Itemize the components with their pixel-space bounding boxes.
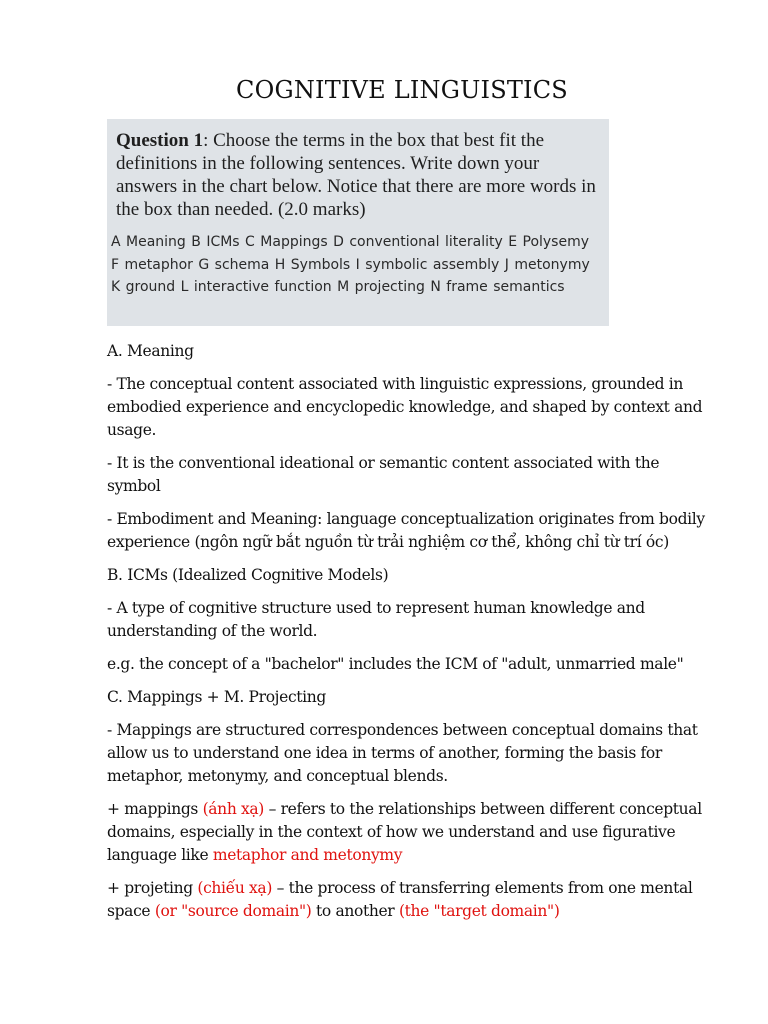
- metaphor-metonymy-highlight: metaphor and metonymy: [212, 846, 403, 864]
- section-a-paragraph-2: - It is the conventional ideational or semantic content associated with the symbol: [107, 454, 660, 495]
- page-title: COGNITIVE LINGUISTICS: [236, 76, 568, 104]
- section-c-paragraph-3: [107, 877, 707, 923]
- question-label: Question 1: [116, 130, 204, 151]
- answer-content: [107, 340, 707, 933]
- projecting-translation: (chiếu xạ): [197, 879, 273, 897]
- target-domain-highlight: (the "target domain"): [398, 902, 560, 920]
- term-box: A Meaning B ICMs C Mappings D conventional literality E Polysemy F metaphor G schema H Symbols I symbolic assembly J metonymy K ground L interactive function M projecting N frame semantics: [111, 234, 590, 295]
- section-a-heading: A. Meaning: [107, 342, 194, 360]
- source-domain-highlight: (or "source domain"): [154, 902, 312, 920]
- section-c-heading: C. Mappings + M. Projecting: [107, 688, 326, 706]
- mappings-term: + mappings: [107, 800, 203, 818]
- projecting-definition: – the process of transferring elements from one mental space: [107, 879, 693, 920]
- section-b-paragraph-1: - A type of cognitive structure used to represent human knowledge and understanding of the world.: [107, 599, 645, 640]
- question-instructions: : Choose the terms in the box that best fit the definitions in the following sentences. Write down your answers in the chart below. Notice that there are more words in the box than needed. (2.0 marks): [116, 130, 596, 220]
- mappings-translation: (ánh xạ): [202, 800, 265, 818]
- to-another-text: to another: [311, 902, 399, 920]
- section-c-paragraph-2: [107, 798, 707, 867]
- question-image-box: [107, 119, 609, 326]
- section-a-paragraph-1: - The conceptual content associated with linguistic expressions, grounded in embodied experience and encyclopedic knowledge, and shaped by context and usage.: [107, 375, 703, 439]
- section-b-paragraph-2: e.g. the concept of a "bachelor" includes the ICM of "adult, unmarried male": [107, 655, 684, 673]
- section-c-paragraph-1: - Mappings are structured correspondences between conceptual domains that allow us to understand one idea in terms of another, forming the basis for metaphor, metonymy, and conceptual blends.: [107, 721, 698, 785]
- projecting-term: + projeting: [107, 879, 198, 897]
- question-text: [116, 129, 601, 221]
- section-b-heading: B. ICMs (Idealized Cognitive Models): [107, 566, 389, 584]
- mappings-definition: – refers to the relationships between different conceptual domains, especially in the context of how we understand and use figurative language like: [107, 800, 702, 864]
- section-a-paragraph-3: - Embodiment and Meaning: language conceptualization originates from bodily experience (ngôn ngữ bắt nguồn từ trải nghiệm cơ thể, không chỉ từ trí óc): [107, 510, 705, 551]
